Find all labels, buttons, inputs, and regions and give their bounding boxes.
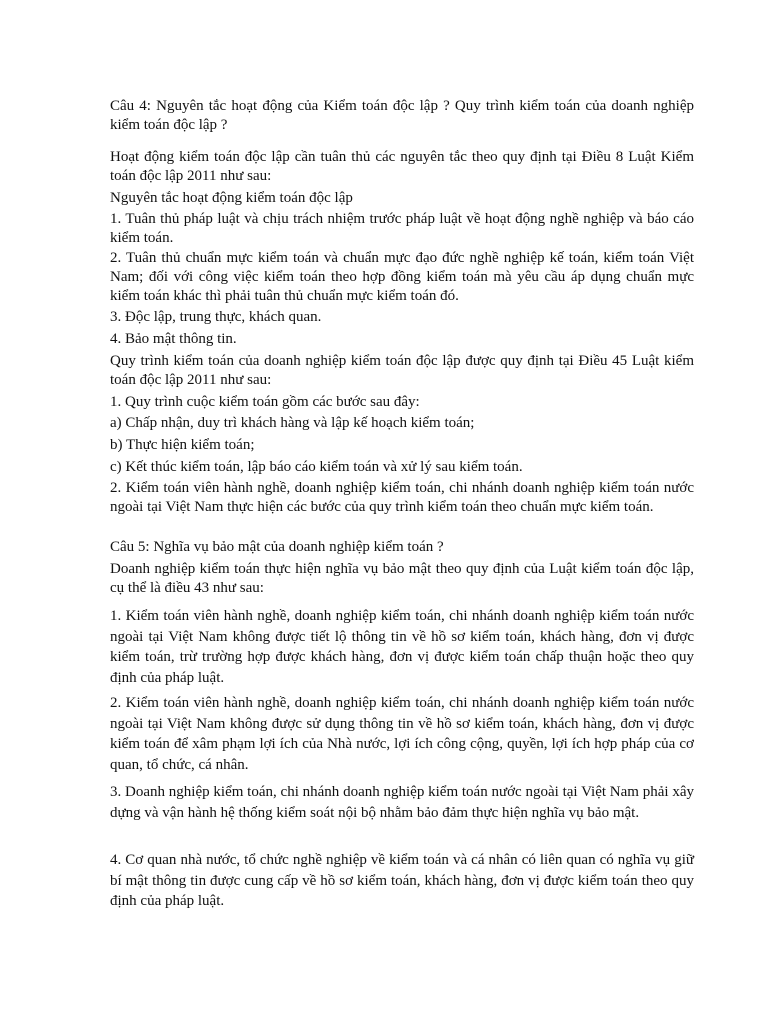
confidentiality-item-4: 4. Cơ quan nhà nước, tổ chức nghề nghiệp về kiểm toán và cá nhân có liên quan có nghĩa vụ giữ bí mật thông tin được cung cấp về hồ sơ kiểm toán, khách hàng, đơn vị được kiểm toán theo quy định của pháp luật. [110, 852, 694, 909]
process-step-1: 1. Quy trình cuộc kiểm toán gồm các bước sau đây: [110, 394, 420, 410]
confidentiality-item-2: 2. Kiểm toán viên hành nghề, doanh nghiệp kiểm toán, chi nhánh doanh nghiệp kiểm toán nước ngoài tại Việt Nam không được sử dụng thông tin về hồ sơ kiểm toán, khách hàng, đơn vị được kiểm toán để xâm phạm lợi ích của Nhà nước, lợi ích công cộng, quyền, lợi ích hợp pháp của cơ quan, tổ chức, cá nhân. [110, 695, 694, 773]
process-step-2: 2. Kiểm toán viên hành nghề, doanh nghiệp kiểm toán, chi nhánh doanh nghiệp kiểm toán nước ngoài tại Việt Nam thực hiện các bước của quy trình kiểm toán theo chuẩn mực kiểm toán. [110, 480, 694, 515]
paragraph-intro-confidentiality: Doanh nghiệp kiểm toán thực hiện nghĩa vụ bảo mật theo quy định của Luật kiểm toán độc lập, cụ thể là điều 43 như sau: [110, 561, 694, 596]
confidentiality-item-1: 1. Kiểm toán viên hành nghề, doanh nghiệp kiểm toán, chi nhánh doanh nghiệp kiểm toán nước ngoài tại Việt Nam không được tiết lộ thông tin về hồ sơ kiểm toán, khách hàng, đơn vị được kiểm toán, trừ trường hợp được khách hàng, đơn vị được kiểm toán chấp thuận hoặc theo quy định của pháp luật. [110, 608, 694, 686]
principle-2: 2. Tuân thủ chuẩn mực kiểm toán và chuẩn mực đạo đức nghề nghiệp kế toán, kiểm toán Việt Nam; đối với công việc kiểm toán theo hợp đồng kiểm toán mà yêu cầu áp dụng chuẩn mực kiểm toán khác thì phải tuân thủ chuẩn mực kiểm toán đó. [110, 250, 694, 304]
principle-4: 4. Bảo mật thông tin. [110, 331, 237, 347]
process-step-c: c) Kết thúc kiểm toán, lập báo cáo kiểm toán và xử lý sau kiểm toán. [110, 459, 523, 475]
paragraph-intro-process: Quy trình kiểm toán của doanh nghiệp kiểm toán độc lập được quy định tại Điều 45 Luật kiểm toán độc lập 2011 như sau: [110, 353, 694, 388]
question-4-heading: Câu 4: Nguyên tắc hoạt động của Kiểm toán độc lập ? Quy trình kiểm toán của doanh nghiệp kiểm toán độc lập ? [110, 98, 694, 133]
process-step-b: b) Thực hiện kiểm toán; [110, 437, 255, 453]
principle-3: 3. Độc lập, trung thực, khách quan. [110, 309, 322, 325]
paragraph-intro-principles: Hoạt động kiểm toán độc lập cần tuân thủ các nguyên tắc theo quy định tại Điều 8 Luật Kiểm toán độc lập 2011 như sau: [110, 149, 694, 184]
question-5-heading: Câu 5: Nghĩa vụ bảo mật của doanh nghiệp kiểm toán ? [110, 539, 444, 555]
confidentiality-item-3: 3. Doanh nghiệp kiểm toán, chi nhánh doanh nghiệp kiểm toán nước ngoài tại Việt Nam phải xây dựng và vận hành hệ thống kiểm soát nội bộ nhằm bảo đảm thực hiện nghĩa vụ bảo mật. [110, 784, 694, 821]
principle-1: 1. Tuân thủ pháp luật và chịu trách nhiệm trước pháp luật về hoạt động nghề nghiệp và báo cáo kiểm toán. [110, 211, 694, 246]
principles-subheading: Nguyên tắc hoạt động kiểm toán độc lập [110, 190, 353, 206]
process-step-a: a) Chấp nhận, duy trì khách hàng và lập kế hoạch kiểm toán; [110, 415, 475, 431]
